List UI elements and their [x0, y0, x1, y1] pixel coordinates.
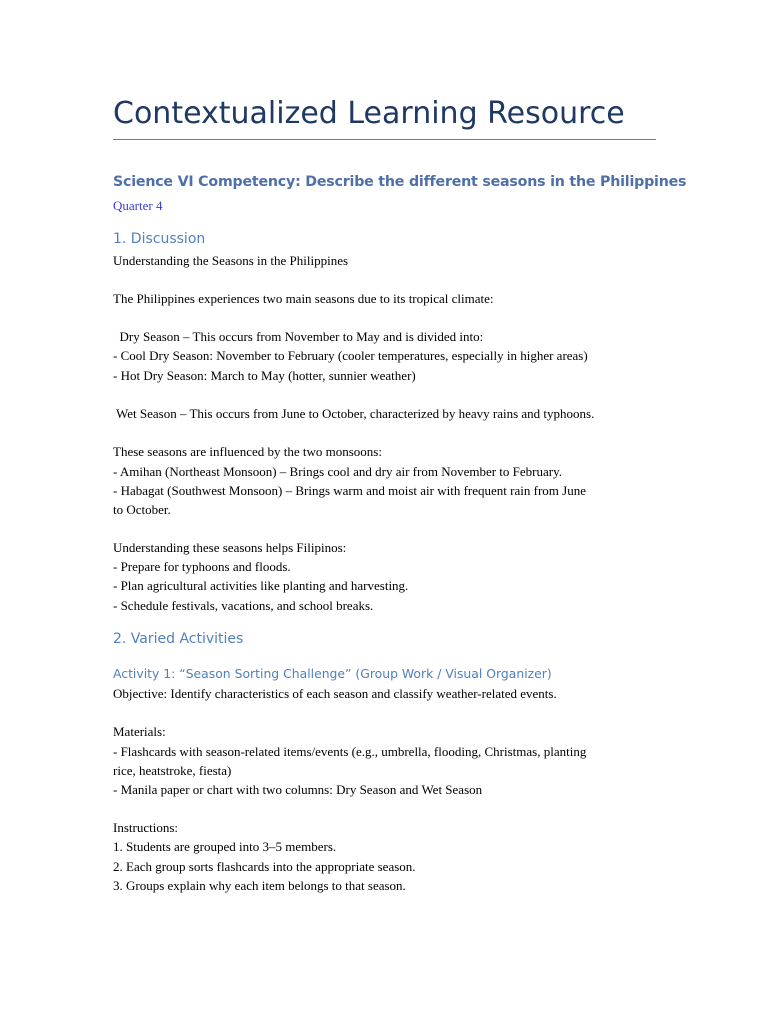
activities-heading: 2. Varied Activities: [113, 631, 244, 647]
activity-line: rice, heatstroke, fiesta): [113, 763, 232, 778]
discussion-line: The Philippines experiences two main seasons due to its tropical climate:: [113, 291, 494, 306]
discussion-line: - Prepare for typhoons and floods.: [113, 559, 291, 574]
activity-line: - Manila paper or chart with two columns: Dry Season and Wet Season: [113, 782, 483, 797]
discussion-line: - Cool Dry Season: November to February (cooler temperatures, especially in higher areas): [113, 348, 588, 363]
quarter-label: Quarter 4: [113, 198, 163, 213]
discussion-line: - Schedule festivals, vacations, and school breaks.: [113, 598, 374, 613]
discussion-line: - Hot Dry Season: March to May (hotter, sunnier weather): [113, 368, 416, 383]
discussion-heading: 1. Discussion: [113, 231, 206, 247]
discussion-line: Understanding these seasons helps Filipinos:: [113, 540, 347, 555]
activity-line: Materials:: [113, 724, 166, 739]
discussion-line: to October.: [113, 502, 171, 517]
document-title: Contextualized Learning Resource: [113, 96, 625, 131]
discussion-line: - Amihan (Northeast Monsoon) – Brings cool and dry air from November to February.: [113, 464, 563, 479]
discussion-line: - Habagat (Southwest Monsoon) – Brings warm and moist air with frequent rain from June: [113, 483, 586, 498]
activity-line: 1. Students are grouped into 3–5 members.: [113, 839, 337, 854]
activity-line: Instructions:: [113, 820, 178, 835]
activity-1-heading: Activity 1: “Season Sorting Challenge” (Group Work / Visual Organizer): [113, 666, 552, 681]
activity-line: Objective: Identify characteristics of each season and classify weather-related events.: [113, 686, 557, 701]
discussion-line: These seasons are influenced by the two monsoons:: [113, 444, 382, 459]
activity-line: - Flashcards with season-related items/events (e.g., umbrella, flooding, Christmas, planting: [113, 744, 587, 759]
discussion-line: - Plan agricultural activities like planting and harvesting.: [113, 578, 409, 593]
discussion-line: Dry Season – This occurs from November to May and is divided into:: [113, 329, 484, 344]
activity-line: 3. Groups explain why each item belongs to that season.: [113, 878, 406, 893]
discussion-line: Wet Season – This occurs from June to October, characterized by heavy rains and typhoons.: [113, 406, 595, 421]
title-divider: [113, 139, 656, 140]
competency-subtitle: Science VI Competency: Describe the different seasons in the Philippines: [113, 174, 687, 190]
discussion-line: Understanding the Seasons in the Philippines: [113, 253, 349, 268]
activity-line: 2. Each group sorts flashcards into the appropriate season.: [113, 859, 416, 874]
